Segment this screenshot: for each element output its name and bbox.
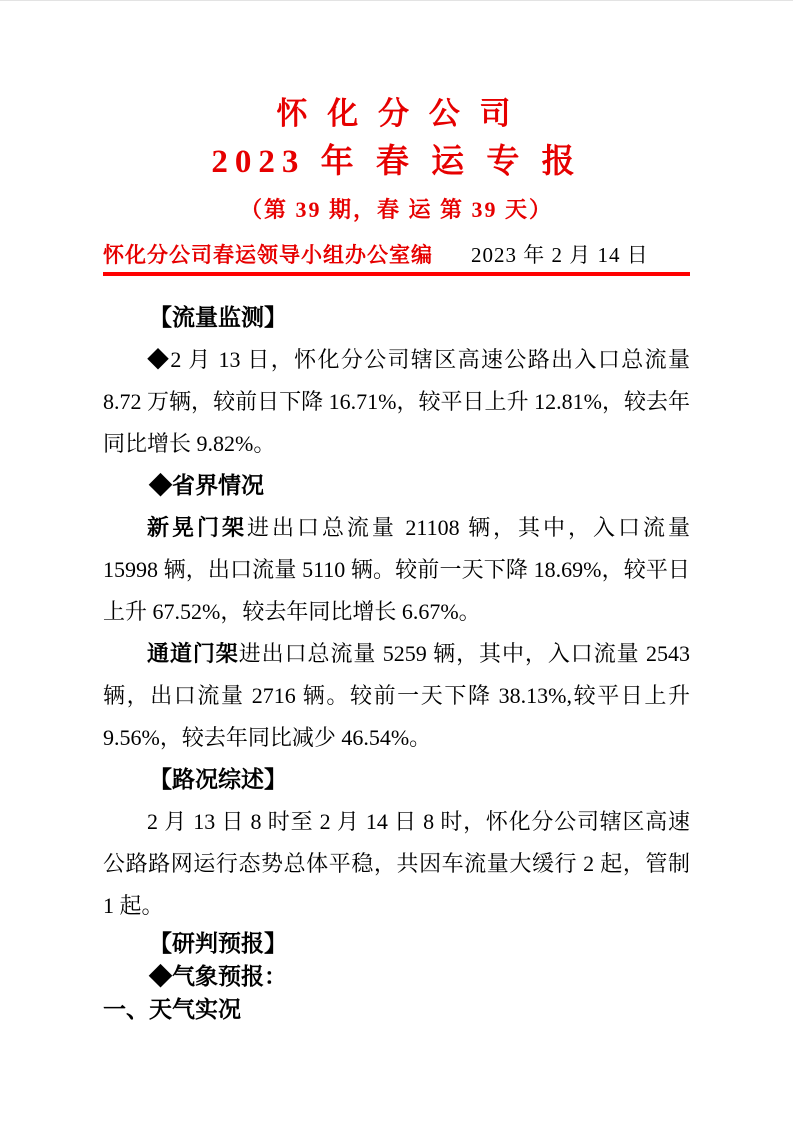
paragraph-bold-run: 通道门架 [147, 641, 239, 666]
document-header [0, 1, 793, 276]
body-paragraph [103, 801, 690, 927]
body-paragraph [103, 507, 690, 633]
paragraph-text-run: 2 月 13 日 8 时至 2 月 14 日 8 时，怀化分公司辖区高速公路路网运行态势总体平稳，共因车流量大缓行 2 起，管制 1 起。 [103, 809, 690, 918]
masthead-date: 2023 年 2 月 14 日 [471, 243, 649, 267]
body-paragraph [103, 339, 690, 465]
doc-title-line2: 2023 年 春 运 专 报 [211, 144, 582, 180]
paragraph-text-run: 进出口总流量 21108 辆，其中，入口流量 15998 辆，出口流量 5110 辆。较前一天下降 18.69%，较平日上升 67.52%，较去年同比增长 6.67%。 [103, 515, 690, 624]
section-heading: ◆气象预报： [149, 964, 287, 989]
masthead-row [103, 239, 690, 269]
paragraph-bold-run: 新晃门架 [147, 515, 247, 540]
paragraph-text-run: 进出口总流量 5259 辆，其中，入口流量 2543 辆，出口流量 2716 辆。较前一天下降 38.13%,较平日上升 9.56%，较去年同比减少 46.54%。 [103, 641, 690, 750]
section-heading: 一、天气实况 [103, 997, 241, 1022]
section-heading: 【研判预报】 [149, 931, 287, 956]
section-heading: 【路况综述】 [149, 767, 287, 792]
section-heading: ◆省界情况 [149, 473, 264, 498]
section-heading: 【流量监测】 [149, 305, 287, 330]
masthead-editor: 怀化分公司春运领导小组办公室编 [103, 243, 433, 267]
body-paragraph [103, 633, 690, 759]
doc-title-line1: 怀 化 分 公 司 [276, 96, 517, 131]
document-body [0, 276, 793, 1026]
paragraph-text-run: ◆2 月 13 日，怀化分公司辖区高速公路出入口总流量 8.72 万辆，较前日下降 16.71%，较平日上升 12.81%，较去年同比增长 9.82%。 [103, 347, 690, 456]
doc-subtitle: （第 39 期，春 运 第 39 天） [239, 197, 553, 222]
